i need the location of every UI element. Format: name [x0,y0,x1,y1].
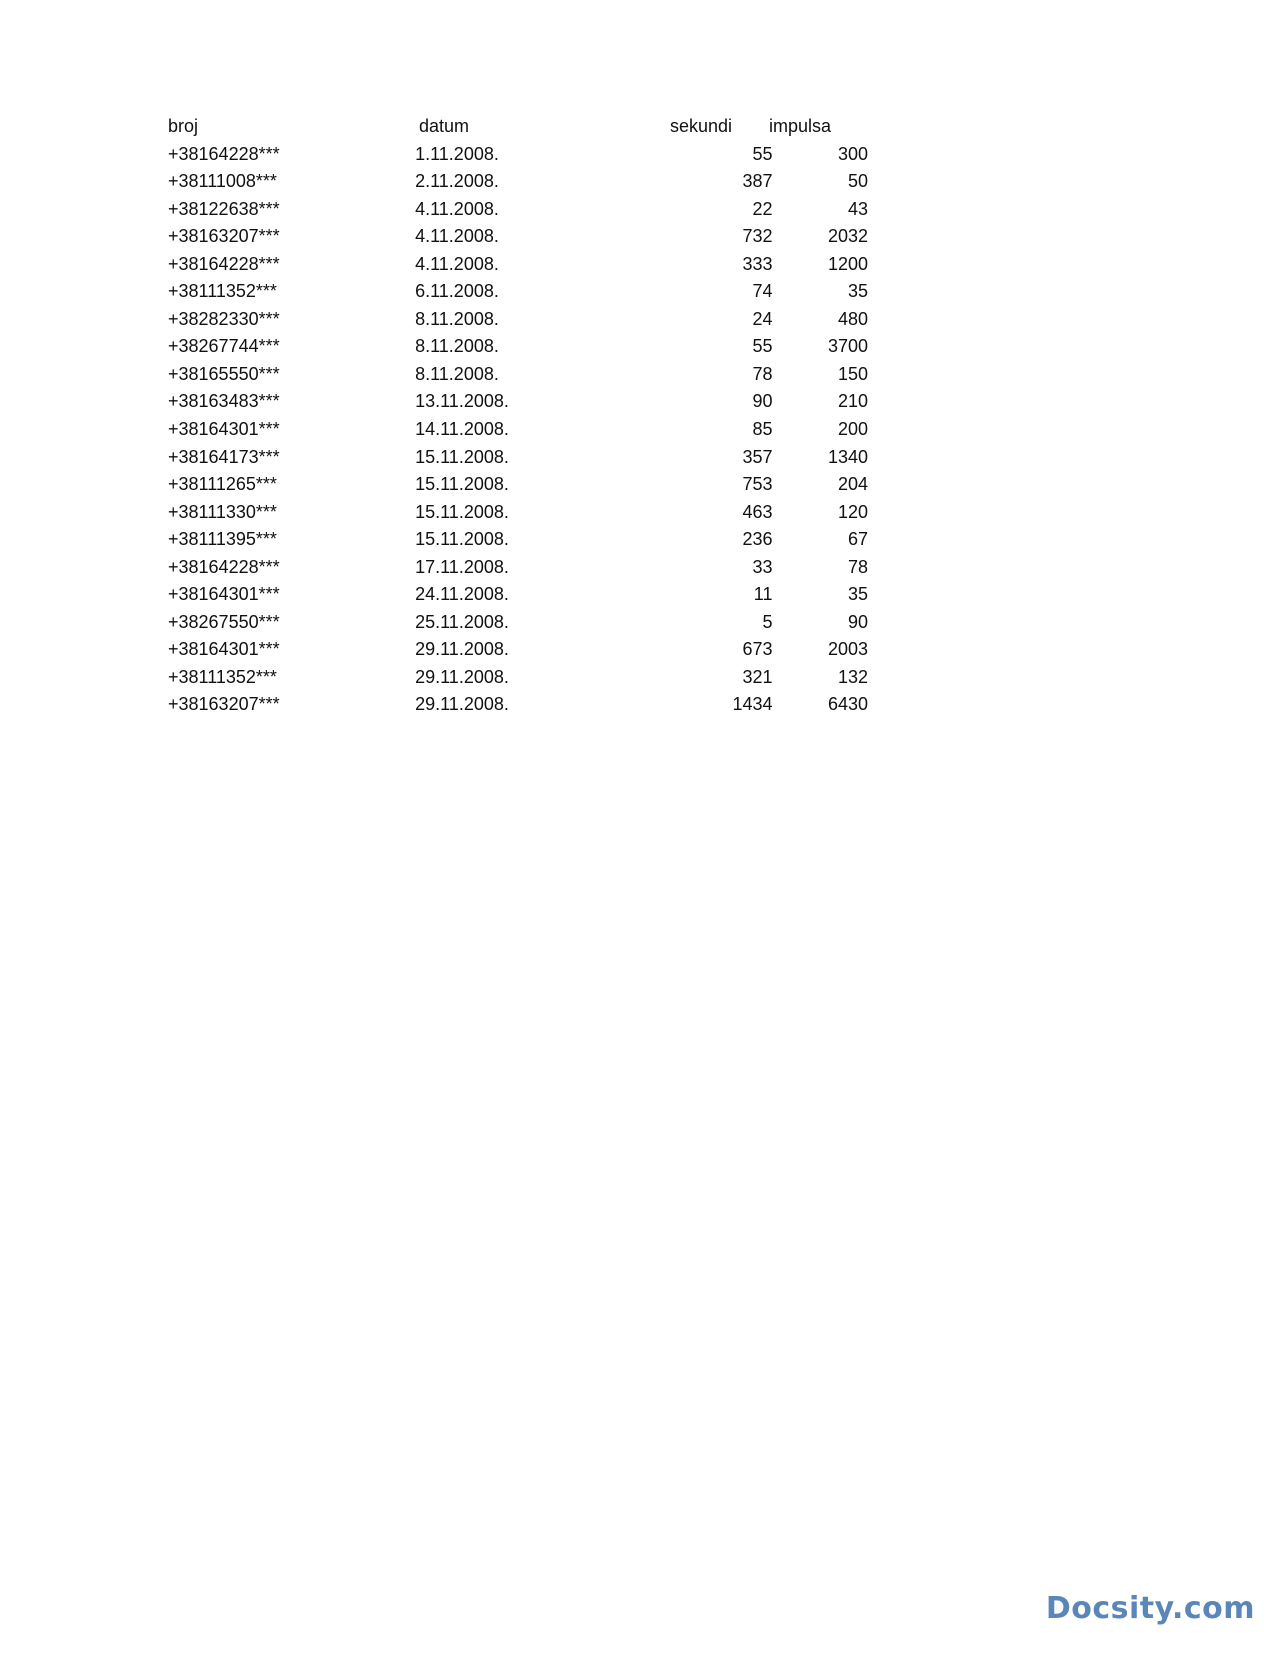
cell-sekundi: 24 [752,308,773,329]
cell-datum: 8.11.2008. [415,363,499,384]
cell-sekundi: 74 [752,281,773,302]
table-row [168,361,868,389]
table-row [168,141,868,169]
table-row [168,388,868,416]
table-row [168,416,868,444]
cell-broj: +38165550*** [168,363,280,384]
table-row [168,278,868,306]
cell-impulsa: 480 [837,308,868,329]
cell-impulsa: 300 [837,143,868,164]
cell-datum: 6.11.2008. [415,281,499,302]
cell-impulsa: 210 [837,391,868,412]
cell-sekundi: 387 [742,171,773,192]
cell-broj: +38267550*** [168,611,280,632]
cell-broj: +38163207*** [168,694,280,715]
header-impulsa: impulsa [769,116,832,136]
header-broj: broj [168,116,199,136]
cell-broj: +38122638*** [168,198,280,219]
cell-datum: 15.11.2008. [415,501,509,522]
cell-impulsa: 1340 [827,446,868,467]
cell-impulsa: 78 [847,556,868,577]
cell-broj: +38164301*** [168,419,280,440]
cell-datum: 29.11.2008. [415,694,509,715]
cell-sekundi: 55 [752,336,773,357]
cell-broj: +38164301*** [168,584,280,605]
cell-broj: +38163483*** [168,391,280,412]
cell-datum: 15.11.2008. [415,446,509,467]
cell-sekundi: 1434 [732,694,773,715]
table-row [168,333,868,361]
table-header-row [168,113,868,141]
cell-datum: 24.11.2008. [415,584,509,605]
cell-sekundi: 85 [752,419,773,440]
cell-impulsa: 120 [837,501,868,522]
cell-impulsa: 2032 [827,226,868,247]
cell-datum: 2.11.2008. [415,171,499,192]
cell-sekundi: 333 [742,253,773,274]
table-row [168,168,868,196]
table-row [168,664,868,692]
table-row [168,581,868,609]
call-log-table [168,113,868,719]
cell-broj: +38111352*** [168,666,277,687]
cell-datum: 25.11.2008. [415,611,509,632]
table-row [168,526,868,554]
table-body [168,141,868,719]
cell-broj: +38163207*** [168,226,280,247]
cell-datum: 15.11.2008. [415,474,509,495]
table-row [168,691,868,719]
cell-impulsa: 3700 [827,336,868,357]
table-row [168,444,868,472]
cell-datum: 8.11.2008. [415,308,499,329]
cell-sekundi: 732 [742,226,773,247]
cell-sekundi: 22 [752,198,773,219]
cell-sekundi: 11 [753,584,773,605]
cell-broj: +38111008*** [168,171,277,192]
cell-datum: 15.11.2008. [415,529,509,550]
cell-datum: 14.11.2008. [415,419,509,440]
cell-sekundi: 321 [742,666,773,687]
cell-broj: +38111330*** [168,501,277,522]
cell-broj: +38111395*** [168,529,277,550]
cell-broj: +38282330*** [168,308,280,329]
cell-datum: 17.11.2008. [415,556,509,577]
cell-sekundi: 357 [742,446,773,467]
table-row [168,499,868,527]
cell-impulsa: 35 [847,281,868,302]
docsity-watermark: Docsity.com [1045,1591,1255,1626]
table-row [168,223,868,251]
cell-broj: +38267744*** [168,336,280,357]
cell-datum: 8.11.2008. [415,336,499,357]
cell-impulsa: 43 [847,198,868,219]
cell-datum: 4.11.2008. [415,226,499,247]
table-row [168,306,868,334]
cell-broj: +38164228*** [168,253,280,274]
cell-impulsa: 200 [837,419,868,440]
table-row [168,609,868,637]
cell-broj: +38164228*** [168,556,280,577]
cell-sekundi: 33 [752,556,773,577]
cell-datum: 4.11.2008. [415,198,499,219]
cell-datum: 4.11.2008. [415,253,499,274]
table-row [168,554,868,582]
cell-sekundi: 5 [762,611,773,632]
cell-impulsa: 1200 [827,253,868,274]
table-row [168,196,868,224]
cell-broj: +38111265*** [168,474,277,495]
cell-impulsa: 67 [847,529,868,550]
header-sekundi: sekundi [670,116,733,136]
cell-impulsa: 90 [847,611,868,632]
table-row [168,471,868,499]
cell-sekundi: 55 [752,143,773,164]
cell-broj: +38111352*** [168,281,277,302]
cell-datum: 13.11.2008. [415,391,509,412]
cell-broj: +38164173*** [168,446,280,467]
cell-impulsa: 204 [837,474,868,495]
cell-impulsa: 132 [837,666,868,687]
table-row [168,251,868,279]
cell-sekundi: 90 [752,391,773,412]
cell-datum: 29.11.2008. [415,666,509,687]
cell-impulsa: 35 [847,584,868,605]
cell-impulsa: 50 [847,171,868,192]
header-datum: datum [419,116,470,136]
cell-sekundi: 753 [742,474,773,495]
table-row [168,636,868,664]
cell-datum: 1.11.2008. [415,143,499,164]
cell-sekundi: 236 [742,529,773,550]
cell-impulsa: 150 [837,363,868,384]
cell-impulsa: 6430 [827,694,868,715]
cell-broj: +38164228*** [168,143,280,164]
cell-impulsa: 2003 [827,639,868,660]
cell-datum: 29.11.2008. [415,639,509,660]
cell-broj: +38164301*** [168,639,280,660]
cell-sekundi: 463 [742,501,773,522]
cell-sekundi: 673 [742,639,773,660]
cell-sekundi: 78 [752,363,773,384]
